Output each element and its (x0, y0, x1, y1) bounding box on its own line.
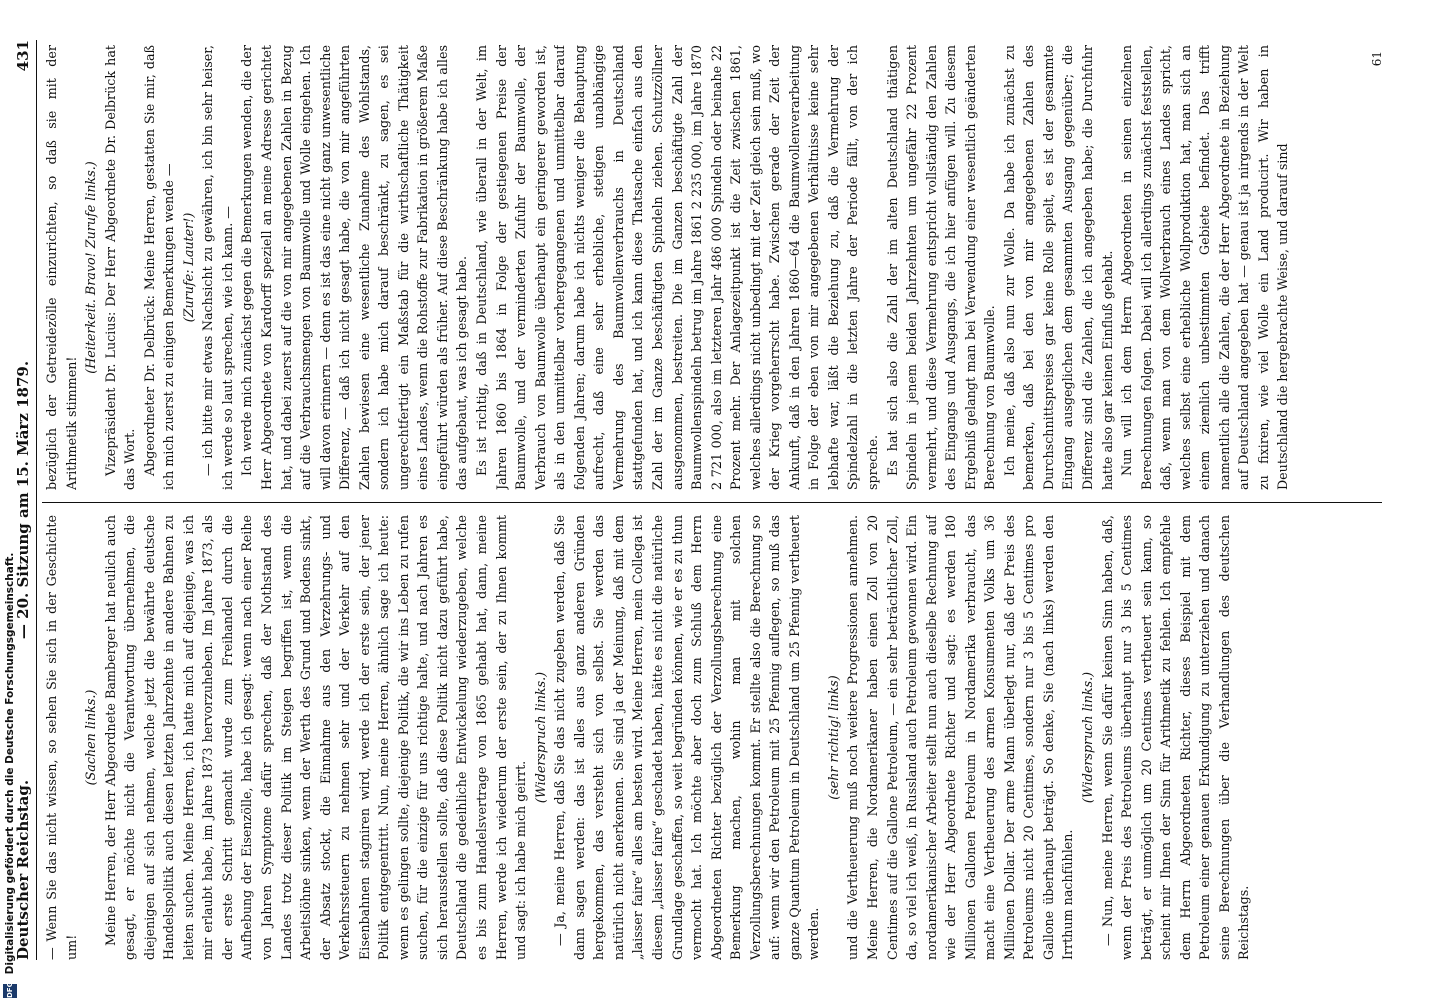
interjection: (sehr richtig! links) (825, 675, 841, 800)
paragraph: — Nun, meine Herren, wenn Sie dafür keinen Sinn haben, daß, wenn der Preis des Petroleums überhaupt nur 3 bis 5 Centimes beträgt, er unmöglich um 20 Centimes vertheuert sein kann, so scheint mir Ihnen der Sinn für Arithmetik zu fehlen. Ich empfehle dem Herrn Abgeordneten Richter, dieses Beispiel mit dem Petroleum einer genauen Erkundigung zu unterziehen und danach seine Berechnungen über die Verhandlungen des deutschen Reichstags. (1099, 515, 1252, 960)
digitization-credit (3, 552, 23, 998)
paragraph: Es ist richtig, daß in Deutschland, wie überall in der Welt, im Jahren 1860 bis 1864 in Folge der gestiegenen Preise der Baumwolle, und der verminderten Zufuhr der Baumwolle, der Verbrauch von Baumwolle überhaupt ein geringerer geworden ist, als in den unmittelbar vorhergegangenen und unmittelbar darauf folgenden Jahren; darum habe ich nichts weniger die Behauptung aufrecht, daß eine sehr erhebliche, stetigen unabhängige Vermehrung des Baumwollenverbrauchs in Deutschland stattgefunden hat, und ich kann diese Thatsache einfach aus den Zahl der im Ganze beschäftigten Spindeln ziehen. Schutzzöllner ausgenommen, bestreiten. Die im Ganzen beschäftigte Zahl der Baumwollenspindeln betrug im Jahre 1861 2 235 000, im Jahre 1870 2 721 000, also im letzteren Jahr 486 000 Spindeln oder beinahe 22 Prozent mehr. Der Anlagezeitpunkt ist die Zeit zwischen 1861, welches allerdings nicht unbedingt mit der Zeit gleich sein muß, wo der Krieg vorgeherrscht habe. Zwischen gerade der Zeit der Ankunft, daß in den Jahren 1860—64 die Baumwollenverarbeitung in Folge der eben von mir angegebenen Verhältnisse keine sehr lebhafte war, läßt die Beziehung zu, daß die Vermehrung der Spindelzahl in die letzten Jahre der Periode fällt, von der ich spreche. (474, 45, 880, 490)
interjection: (Widerspruch links.) (1079, 671, 1095, 804)
interjection: (Sachen links.) (83, 689, 99, 786)
interjection: (Widerspruch links.) (532, 671, 548, 804)
paragraph: und die Vertheuerung muß noch weitere Progressionen annehmen. Meine Herren, die Nordamerikaner haben einen Zoll von 20 Centimes auf die Gallone Petroleum, — ein sehr beträchtlicher Zoll, da, so viel ich weiß, in Russland auch Petroleum gewonnen wird. Ein nordamerikanischer Arbeiter stellt nun auch dieselbe Rechnung auf wie der Herr Abgeordnete Richter und sagt: es werden 180 Millionen Gallonen Petroleum in Nordamerika verbraucht, das macht eine Vertheuerung des armen Konsumenten Volks um 36 Millionen Dollar. Der arme Mann überlegt nur, daß der Preis des Petroleums nicht 20 Centimes, sondern nur 3 bis 5 Centimes pro Gallone überhaupt beträgt. So denke, Sie (nach links) werden den Irrthum nachfühlen. (845, 515, 1076, 960)
header-title: Deutscher Reichstag. (14, 779, 32, 960)
paragraph: — ich bitte mir etwas Nachsicht zu gewähren, ich bin sehr heiser, ich werde so laut sprechen, wie ich kann. — (200, 45, 235, 490)
column-divider (42, 502, 1382, 503)
header-page-number: 431 (14, 40, 32, 72)
paragraph: — Ja, meine Herren, daß Sie das nicht zugeben werden, daß Sie dann sagen werden: das ist alles aus ganz anderen Gründen hergekommen, das versteht sich von selbst. Sie werden das natürlich nicht anerkennen. Sie sind ja der Meinung, daß mit dem „laisser faire“ alles am besten wird. Meine Herren, mein Collega ist diesem „laisser faire“ geschadet haben, hätte es nicht die natürliche Grundlage geschaffen, so weit begründen können, wie er es zu thun vermocht hat. Ich möchte aber doch zum Schluß dem Herrn Abgeordneten Richter bezüglich der Verzollungsberechnung eine Bemerkung machen, wohin man mit solchen Verzollungsberechnungen kommt. Er stellte also die Berechnung so auf: wenn wir den Petroleum mit 25 Pfennig auflegen, so muß das ganze Quantum Petroleum in Deutschland um 25 Pfennig vertheuert werden. (552, 515, 822, 960)
paragraph: Es hat sich also die Zahl der im alten Deutschland thätigen Spindeln in jenem beiden Jahrzehnten um ungefähr 22 Prozent vermehrt, und diese Vermehrung entspricht vollständig den Zahlen des Eingangs und Ausgangs, die ich hier anfügen will. Zu diesem Ergebniß gelangt man bei Verwendung einer wesentlich geänderten Berechnung von Baumwolle. (884, 45, 998, 490)
paragraph: Nun will ich dem Herrn Abgeordneten in seinen einzelnen Berechnungen folgen. Dabei will ich allerdings zunächst feststellen, daß, wenn man von dem Wollverbrauch eines Landes spricht, welches selbst eine erhebliche Wollproduktion hat, man sich an einem ziemlich unbestimmten Gebiete befindet. Das trifft namentlich alle die Zahlen, die der Herr Abgeordnete in Beziehung auf Deutschland angegeben hat — genau ist ja nirgends in der Welt zu fixiren, wie viel Wolle ein Land producirt. Wir haben in Deutschland die hergebrachte Weise, und darauf sind (1119, 45, 1291, 490)
signature-number: 61 (1370, 51, 1385, 67)
text-column-left (42, 515, 1390, 960)
interjection: (Heiterkeit. Bravo! Zurufe links.) (83, 161, 99, 374)
paragraph: Vizepräsident Dr. Lucius: Der Herr Abgeordnete Dr. Delbrück hat das Wort. (102, 45, 138, 490)
credit-text: Digitalisierung gefördert durch die Deutsche Forschungsgemeinschaft. (4, 552, 16, 975)
text-column-right (42, 45, 1390, 490)
paragraph: — Wenn Sie das nicht wissen, so sehen Sie sich in der Geschichte um! (44, 515, 79, 960)
paragraph: Abgeordneter Dr. Delbrück: Meine Herren, gestatten Sie mir, daß ich mich zuerst zu einigen Bemerkungen wende — (141, 45, 177, 490)
document-page (2, 0, 1402, 1000)
paragraph: Meine Herren, der Herr Abgeordnete Bamberger hat neulich auch gesagt, er möchte nicht die Verantwortung übernehmen, die diejenigen auf sich nehmen, welche jetzt die bewährte deutsche Handelspolitik auch diesen letzten Jahrzehnte in andere Bahnen zu leiten suchen. Meine Herren, ich hatte mich auf diejenige, was ich mir erlaubt habe, im Jahre 1873 hervorzuheben. Im Jahre 1873, als der erste Schritt gemacht wurde zum Freihandel durch die Aufhebung der Eisenzölle, habe ich gesagt: wenn nach einer Reihe von Jahren Symptome dafür sprechen, daß der Nothstand des Landes trotz dieser Politik im Steigen begriffen ist, wenn die Arbeitslöhne sinken, wenn der Werth des Grund und Bodens sinkt, der Absatz stockt, die Einnahme aus den Verzehrungs- und Verkehrssteuern zu nehmen sehr und der Verkehr auf den Eisenbahnen stagniren wird, werde ich der erste sein, der jener Politik entgegentritt. Nun, meine Herren, ähnlich sage ich heute: wenn es gelingen sollte, diejenige Politik, die wir ins Leben zu rufen suchen, für die einzige für uns richtige halte, und nach Jahren es sich herausstellen sollte, daß diese Politik nicht dazu geführt habe, Deutschland die gedeihliche Entwickelung wiederzugeben, welche es bis zum Handelsvertrage von 1865 gehabt hat, dann, meine Herren, werde ich wiederum der erste sein, der zu Ihnen kommt und sagt: ich habe mich geirrt. (102, 515, 529, 960)
paragraph: bezüglich der Getreidezölle einzurichten, so daß sie mit der Arithmetik stimmen! (44, 45, 79, 490)
paragraph: Ich meine, daß also nun zur Wolle. Da habe ich zunächst zu bemerken, daß bei den von mir angegebenen Zahlen des Durchschnittspreises gar keine Rolle spielt, es ist der gesammte Eingang ausgeglichen dem gesammten Ausgang gegenüber; die Differenz sind die Zahlen, die ich angegeben habe; die Durchfuhr hatte also gar keinen Einfluß gehabt. (1001, 45, 1115, 490)
dfg-logo-icon: DFG (3, 984, 17, 998)
header-session: — 20. Sitzung am 15. März 1879. (14, 360, 32, 640)
interjection: (Zurufe: Lauter!) (180, 212, 196, 323)
paragraph: Ich werde mich zunächst gegen die Bemerkungen wenden, die der Herr Abgeordnete von Kardorff speziell an meine Adresse gerichtet hat, und dabei zuerst auf die von mir angegebenen Zahlen in Bezug auf die Verbrauchsmengen von Baumwolle und Wolle eingehen. Ich will davon erinnern — denn es ist das eine nicht ganz unwesentliche Differenz, — daß ich nicht gesagt habe, die von mir angeführten Zahlen bewiesen eine wesentliche Zunahme des Wohlstands, sondern ich habe mich darauf beschränkt, zu sagen, es sei ungerechtfertigt ein Maßstab für die wirthschaftliche Thätigkeit eines Landes, wenn die Rohstoffe zur Fabrikation in größerem Maße eingeführt würden als früher. Auf diese Beschränkung habe ich alles das aufgebaut, was ich gesagt habe. (239, 45, 470, 490)
